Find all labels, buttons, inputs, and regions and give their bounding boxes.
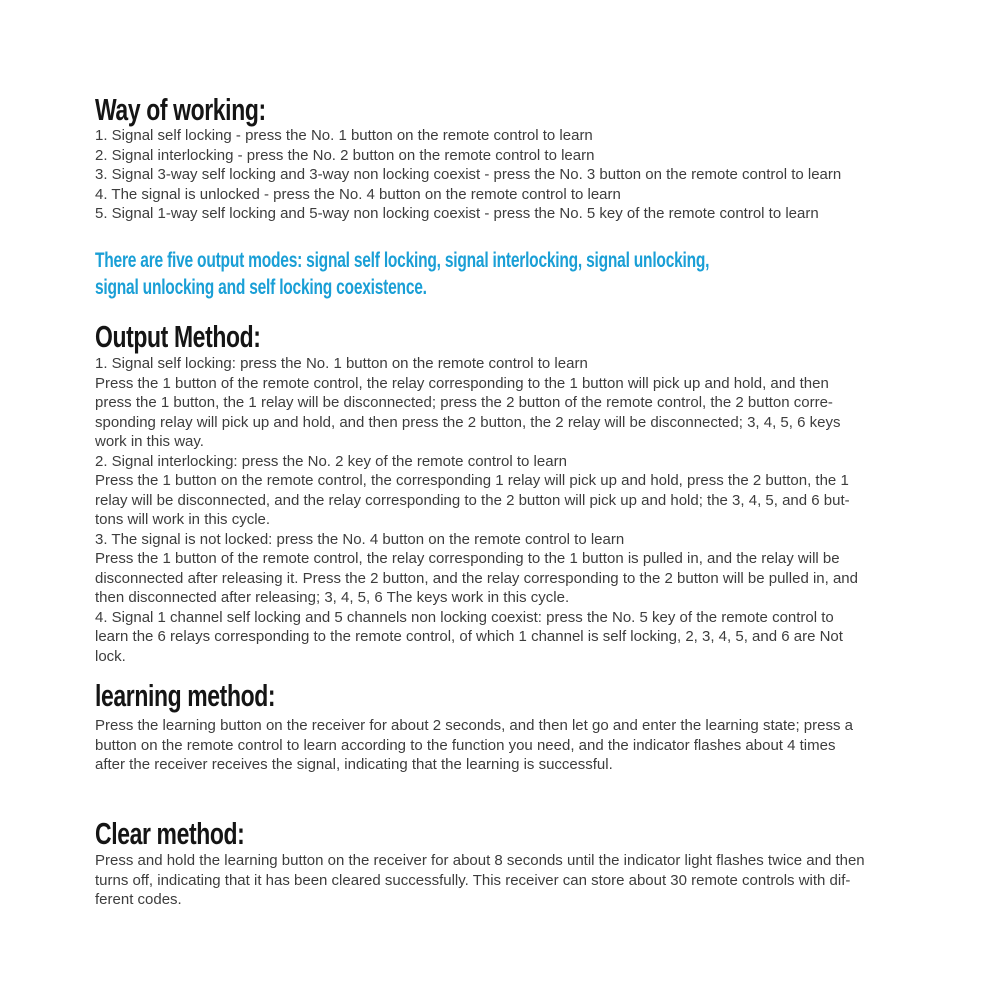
text-line: Press the 1 button of the remote control, the relay corresponding to the 1 button will pick up and hold, and then	[95, 374, 829, 392]
text-line: Press the learning button on the receiver for about 2 seconds, and then let go and enter the learning state; press a	[95, 717, 853, 734]
way-of-working-heading: Way of working:	[95, 92, 266, 127]
text-line: learn the 6 relays corresponding to the remote control, of which 1 channel is self locking, 2, 3, 4, 5, and 6 are Not	[95, 628, 843, 645]
text-line: 3. Signal 3-way self locking and 3-way non locking coexist - press the No. 3 button on the remote control to learn	[95, 166, 842, 183]
learning-method-paragraph	[95, 716, 853, 775]
text-line: 3. The signal is not locked: press the No. 4 button on the remote control to learn	[95, 530, 625, 548]
clear-method-heading: Clear method:	[95, 816, 245, 851]
text-line: signal unlocking and self locking coexistence.	[95, 276, 427, 299]
text-line: 5. Signal 1-way self locking and 5-way non locking coexist - press the No. 5 key of the remote control to learn	[95, 205, 819, 222]
clear-method-paragraph	[95, 851, 865, 910]
text-line: 1. Signal self locking: press the No. 1 button on the remote control to learn	[95, 355, 588, 372]
text-line: 4. Signal 1 channel self locking and 5 channels non locking coexist: press the No. 5 key of the remote control to	[95, 608, 834, 626]
text-line: ferent codes.	[95, 891, 182, 908]
text-line: press the 1 button, the 1 relay will be disconnected; press the 2 button of the remote control, the 2 button corre-	[95, 394, 833, 411]
text-line: Press and hold the learning button on the receiver for about 8 seconds until the indicator light flashes twice and then	[95, 852, 865, 869]
text-line: relay will be disconnected, and the relay corresponding to the 2 button will pick up and hold; the 3, 4, 5, and 6 but-	[95, 491, 850, 509]
text-line: lock.	[95, 647, 126, 665]
text-line: 2. Signal interlocking: press the No. 2 key of the remote control to learn	[95, 452, 567, 470]
way-of-working-list	[95, 126, 841, 224]
text-line: 4. The signal is unlocked - press the No. 4 button on the remote control to learn	[95, 185, 621, 203]
text-line: then disconnected after releasing; 3, 4, 5, 6 The keys work in this cycle.	[95, 589, 570, 606]
text-line: button on the remote control to learn according to the function you need, and the indicator flashes about 4 times	[95, 736, 836, 754]
text-line: tons will work in this cycle.	[95, 511, 271, 528]
output-method-heading: Output Method:	[95, 319, 261, 354]
text-line: work in this way.	[95, 433, 204, 450]
text-line: Press the 1 button of the remote control, the relay corresponding to the 1 button is pulled in, and the relay will be	[95, 550, 840, 567]
text-line: 1. Signal self locking - press the No. 1 button on the remote control to learn	[95, 127, 593, 144]
text-line: disconnected after releasing it. Press the 2 button, and the relay corresponding to the 2 button will be pulled in, and	[95, 569, 858, 587]
text-line: Press the 1 button on the remote control, the corresponding 1 relay will pick up and hold, press the 2 button, the 1	[95, 472, 849, 489]
text-line: There are five output modes: signal self locking, signal interlocking, signal unlocking,	[95, 249, 710, 272]
text-line: 2. Signal interlocking - press the No. 2 button on the remote control to learn	[95, 146, 595, 164]
learning-method-heading: learning method:	[95, 678, 276, 713]
output-modes-note	[95, 247, 925, 301]
text-line: sponding relay will pick up and hold, and then press the 2 button, the 2 relay will be disconnected; 3, 4, 5, 6 keys	[95, 413, 841, 431]
text-line: after the receiver receives the signal, indicating that the learning is successful.	[95, 756, 613, 773]
output-method-paragraphs	[95, 354, 858, 666]
text-line: turns off, indicating that it has been cleared successfully. This receiver can store about 30 remote controls with dif-	[95, 871, 851, 889]
